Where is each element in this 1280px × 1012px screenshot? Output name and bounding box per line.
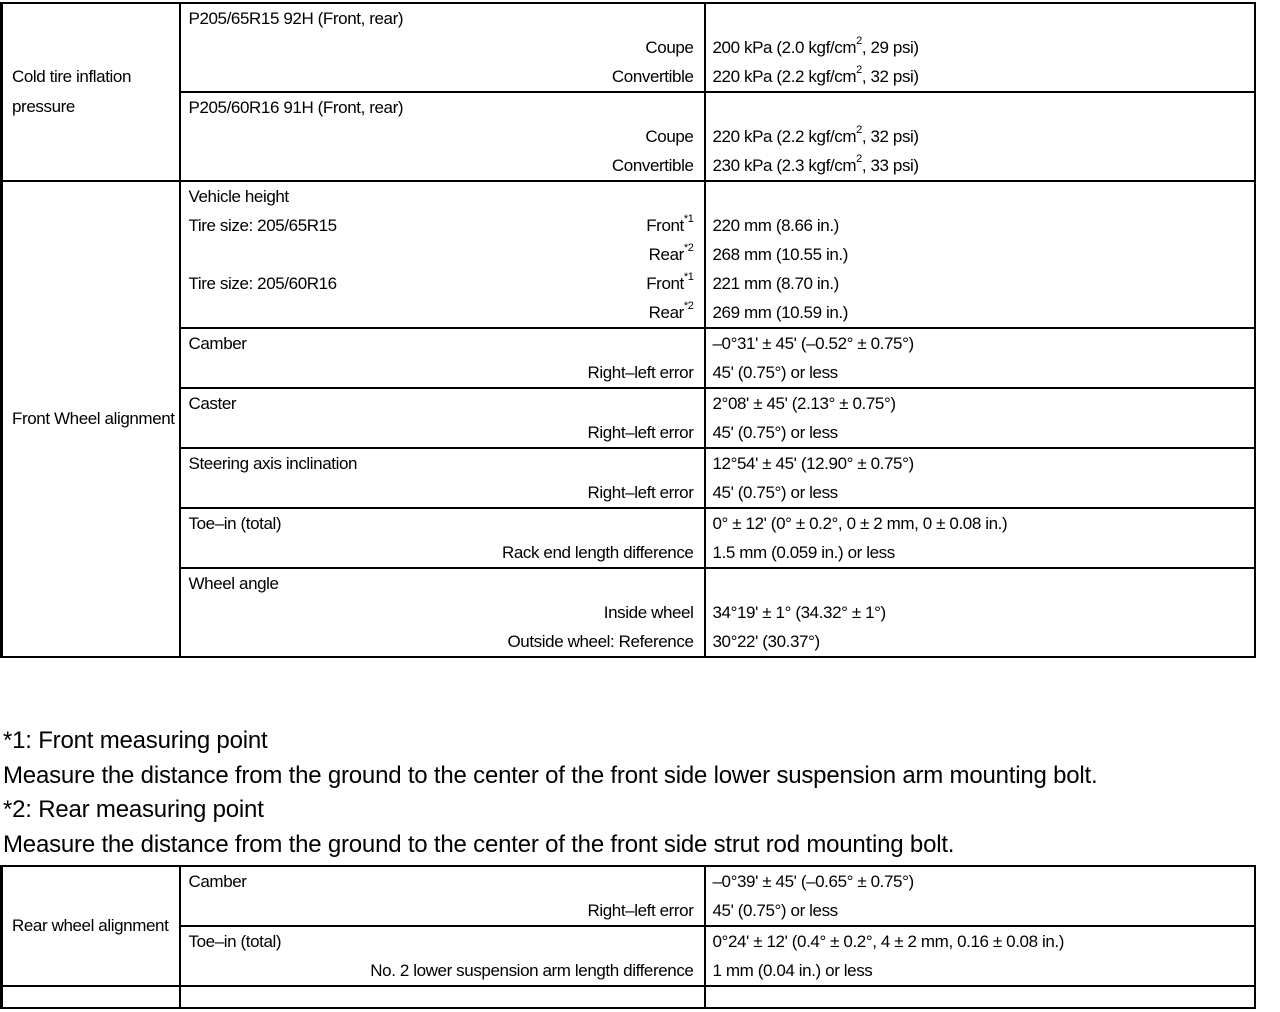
- coupe-pressure-value: 200 kPa (2.0 kgf/$cm^2$, 29 psi): [712, 35, 919, 57]
- rear-wheel-category: Rear wheel alignment: [2, 866, 180, 986]
- note-1-text: Measure the distance from the ground to the center of the front side lower suspension arm mounting bolt.: [3, 761, 1098, 789]
- front-toe-in-row: [2, 508, 1255, 568]
- convertible-pressure-value: 230 kPa (2.3 kgf/$cm^2$, 33 psi): [712, 153, 919, 175]
- front-camber-sub-label: Right–left error: [587, 363, 694, 382]
- arm-length-diff-value: 1 mm (0.04 in.) or less: [712, 961, 873, 980]
- rack-end-value: 1.5 mm (0.059 in.) or less: [712, 543, 895, 562]
- front-toe-in-label: Toe–in (total): [188, 514, 282, 533]
- front-camber-label: Camber: [188, 334, 247, 353]
- rear-camber-error-value: 45' (0.75°) or less: [712, 901, 838, 920]
- vehicle-height-row: [2, 181, 1255, 328]
- note-2-text: Measure the distance from the ground to the center of the front side strut rod mounting bolt.: [3, 830, 955, 858]
- convertible-label: Convertible: [611, 67, 694, 86]
- cold-tire-group-1: [2, 3, 1255, 92]
- coupe-label: Coupe: [645, 38, 694, 57]
- tire-spec-heading: P205/60R16 91H (Front, rear): [188, 98, 404, 117]
- rear-camber-sub-label: Right–left error: [587, 901, 694, 920]
- height-16-rear-value: 269 mm (10.59 in.): [712, 303, 848, 322]
- rear-toe-in-label: Toe–in (total): [188, 932, 282, 951]
- cold-tire-group-1-values: [705, 3, 1255, 92]
- height-15-rear-value: 268 mm (10.55 in.): [712, 245, 848, 264]
- tire-size-15-front: Tire size: 205/65R15 Front$^{*1}$: [188, 213, 694, 235]
- vehicle-height-values: [705, 181, 1255, 328]
- steering-axis-row: [2, 448, 1255, 508]
- steering-axis-label: Steering axis inclination: [188, 454, 358, 473]
- front-camber-row: [2, 328, 1255, 388]
- inside-wheel-value: 34°19' ± 1° (34.32° ± 1°): [712, 603, 886, 622]
- coupe-pressure-value: 220 kPa (2.2 kgf/$cm^2$, 32 psi): [712, 124, 919, 146]
- spec-table-rear: [0, 865, 1256, 1009]
- outside-wheel-label: Outside wheel: Reference: [507, 632, 694, 651]
- caster-label: Caster: [188, 394, 237, 413]
- steering-axis-error-value: 45' (0.75°) or less: [712, 483, 838, 502]
- cold-tire-group-2-values: [705, 92, 1255, 181]
- convertible-label: Convertible: [611, 156, 694, 175]
- front-camber-error-value: 45' (0.75°) or less: [712, 363, 838, 382]
- note-1-title: *1: Front measuring point: [3, 727, 268, 754]
- tire-size-16-front: Tire size: 205/60R16 Front$^{*1}$: [188, 271, 694, 293]
- spec-table-front: [0, 2, 1256, 658]
- vehicle-height-specs: [180, 181, 705, 328]
- tire-size-15-rear: Rear$^{*2}$: [648, 242, 694, 264]
- caster-value: 2°08' ± 45' (2.13° ± 0.75°): [712, 394, 896, 413]
- arm-length-diff-label: No. 2 lower suspension arm length difference: [370, 961, 694, 980]
- wheel-angle-label: Wheel angle: [188, 574, 279, 593]
- caster-sub-label: Right–left error: [587, 423, 694, 442]
- height-16-front-value: 221 mm (8.70 in.): [712, 274, 839, 293]
- caster-row: [2, 388, 1255, 448]
- measuring-notes: [3, 724, 1098, 862]
- front-camber-value: –0°31' ± 45' (–0.52° ± 0.75°): [712, 334, 914, 353]
- front-toe-in-value: 0° ± 12' (0° ± 0.2°, 0 ± 2 mm, 0 ± 0.08 in.): [712, 514, 1008, 533]
- steering-axis-sub-label: Right–left error: [587, 483, 694, 502]
- steering-axis-value: 12°54' ± 45' (12.90° ± 0.75°): [712, 454, 914, 473]
- table-continuation-row: [2, 986, 1255, 1008]
- rear-camber-row: [2, 866, 1255, 926]
- rear-toe-in-row: [2, 926, 1255, 986]
- rack-end-label: Rack end length difference: [501, 543, 694, 562]
- rear-camber-value: –0°39' ± 45' (–0.65° ± 0.75°): [712, 872, 914, 891]
- height-15-front-value: 220 mm (8.66 in.): [712, 216, 839, 235]
- cold-tire-group-2-specs: [180, 92, 705, 181]
- convertible-pressure-value: 220 kPa (2.2 kgf/$cm^2$, 32 psi): [712, 64, 919, 86]
- vehicle-height-heading: Vehicle height: [188, 187, 289, 206]
- outside-wheel-value: 30°22' (30.37°): [712, 632, 820, 651]
- rear-toe-in-value: 0°24' ± 12' (0.4° ± 0.2°, 4 ± 2 mm, 0.16 ± 0.08 in.): [712, 932, 1064, 951]
- front-wheel-category: Front Wheel alignment: [2, 181, 180, 657]
- coupe-label: Coupe: [645, 127, 694, 146]
- wheel-angle-row: [2, 568, 1255, 657]
- inside-wheel-label: Inside wheel: [603, 603, 694, 622]
- cold-tire-category: Cold tire inflation pressure: [2, 3, 180, 181]
- note-2-title: *2: Rear measuring point: [3, 796, 264, 823]
- tire-size-16-rear: Rear$^{*2}$: [648, 300, 694, 322]
- cold-tire-group-2: [2, 92, 1255, 181]
- tire-spec-heading: P205/65R15 92H (Front, rear): [188, 9, 404, 28]
- caster-error-value: 45' (0.75°) or less: [712, 423, 838, 442]
- cold-tire-group-1-specs: [180, 3, 705, 92]
- rear-camber-label: Camber: [188, 872, 247, 891]
